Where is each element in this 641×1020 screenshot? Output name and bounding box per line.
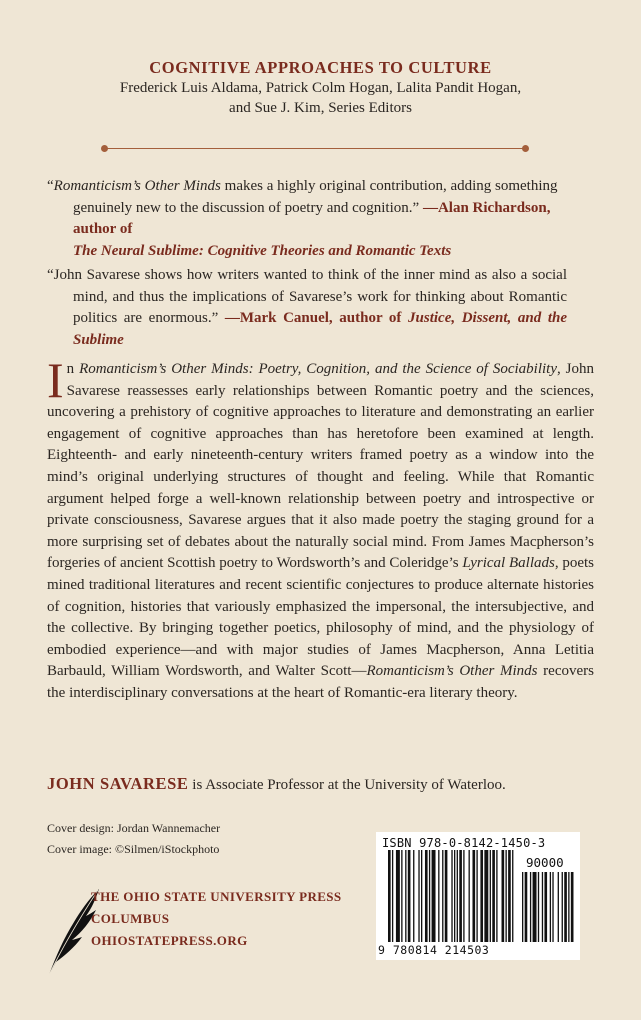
barcode-bar	[533, 872, 537, 942]
barcode-bar	[421, 850, 422, 942]
barcode-bar	[413, 850, 414, 942]
barcode-bar	[505, 850, 506, 942]
barcode-bar	[484, 850, 488, 942]
desc-book-full-title: Romanticism’s Other Minds: Poetry, Cognition, and the Science of Sociability	[79, 361, 558, 377]
quote-open-mark: “	[47, 178, 54, 194]
barcode-bar	[512, 850, 513, 942]
quote-attribution: —Alan Richardson, author of	[73, 199, 551, 237]
barcode-bar	[538, 872, 539, 942]
barcode-bar	[496, 850, 497, 942]
barcode-bar	[562, 872, 563, 942]
publisher-name: THE OHIO STATE UNIVERSITY PRESS	[91, 889, 342, 904]
barcode-bar	[508, 850, 511, 942]
ean-digits: 9 780814 214503	[378, 943, 490, 957]
barcode-bar	[476, 850, 477, 942]
publisher-city: COLUMBUS	[91, 911, 170, 926]
barcode-bar	[558, 872, 559, 942]
barcode-bar	[432, 850, 436, 942]
author-bio-text: is Associate Professor at the University of Waterloo.	[188, 777, 506, 793]
barcode-bar	[472, 850, 475, 942]
drop-cap: I	[47, 352, 64, 408]
barcode-bar	[442, 850, 443, 942]
barcode-bar	[396, 850, 400, 942]
cover-design-credit: Cover design: Jordan Wannemacher	[47, 821, 221, 835]
isbn-number: ISBN 978-0-8142-1450-3	[382, 836, 546, 850]
barcode-bar	[425, 850, 428, 942]
publisher-url: OHIOSTATEPRESS.ORG	[91, 933, 248, 948]
barcode-bar	[525, 872, 528, 942]
barcode-bar	[469, 850, 470, 942]
barcode-bar	[429, 850, 430, 942]
quote-book-title: Romanticism’s Other Minds	[53, 178, 221, 194]
barcode-bar	[438, 850, 439, 942]
barcode-bar	[457, 850, 458, 942]
desc-book-title: Romanticism’s Other Minds	[366, 663, 538, 680]
desc-part-4: recovers the interdisciplinary conversations at the heart of Romantic-era literary theory.	[47, 663, 594, 701]
barcode-bar	[522, 872, 523, 942]
quote-line-2	[47, 198, 567, 241]
series-header	[0, 58, 641, 118]
barcode-bar	[564, 872, 567, 942]
barcode-bar	[542, 872, 543, 942]
barcode-bar	[492, 850, 495, 942]
desc-part-1: n	[66, 361, 80, 377]
author-bio	[47, 774, 607, 795]
barcode-bar	[392, 850, 393, 942]
publisher-block	[91, 886, 342, 952]
barcode-bar	[490, 850, 491, 942]
barcode-bar	[401, 850, 402, 942]
desc-part-3: , poets mined traditional literatures and recent scientific conjectures to produce alternate histories of cognition, histories that variously emphasized the impersonal, the intersubjective, and the collective. By bringing together poetics, philosophy of mind, and the physiology of embodied experience—and with major studies of James Macpherson, Anna Letitia Barbauld, William Wordsworth, and Walter Scott—	[47, 555, 595, 680]
cover-credits	[47, 818, 220, 860]
quote-text-b: genuinely new to the discussion of poetry and cognition.”	[73, 199, 420, 216]
blurb-quote-2-body	[47, 265, 567, 351]
isbn-barcode	[376, 832, 580, 960]
quote-attribution-work: The Neural Sublime: Cognitive Theories and Romantic Texts	[73, 242, 452, 259]
series-editors-line-1: Frederick Luis Aldama, Patrick Colm Hogan, Lalita Pandit Hogan,	[119, 80, 522, 96]
quote-text-a: makes a highly original contribution, adding something	[220, 178, 558, 194]
barcode-bars	[376, 832, 580, 960]
barcode-bar	[418, 850, 419, 942]
barcode-bar	[568, 872, 569, 942]
ornamental-divider	[104, 148, 526, 149]
barcode-bar	[502, 850, 505, 942]
book-description	[47, 352, 595, 705]
barcode-bar	[571, 872, 574, 942]
barcode-bar	[530, 872, 531, 942]
barcode-bar	[405, 850, 406, 942]
cover-image-credit: Cover image: ©Silmen/iStockphoto	[47, 842, 220, 856]
quote-2-text: “John Savarese shows how writers wanted to think of the inner mind as also a social mind, and thus the implications of Savarese’s work for thinking about Romantic politics are enormous.”	[47, 267, 567, 326]
blurb-quote-1-text	[47, 176, 567, 198]
blurb-quote-1	[47, 176, 567, 262]
barcode-bar	[480, 850, 483, 942]
desc-part-2: , John Savarese reassesses early relationships between Romantic poetry and the sciences, uncovering a prehistory of cognitive approaches to literature and demonstrating an earlier engagement of cognitive approaches than has heretofore been examined at length. Eighteenth- and early nineteenth-century writers framed poetry as a window into the mind’s original underlying structures of thought and feeling. While that Romantic argument helped forge a well-known relationship between poetry and introspective or private consciousness, Savarese argues that it also made poetry the staging ground for a more surprising set of debates about the naturally social mind. From James Macpherson’s forgeries of ancient Scottish poetry to Wordsworth’s and Coleridge’s	[47, 361, 595, 572]
blurb-quote-2	[47, 265, 567, 351]
author-name: JOHN SAVARESE	[47, 774, 189, 793]
barcode-bar	[552, 872, 553, 942]
barcode-bar	[451, 850, 452, 942]
barcode-bar	[550, 872, 551, 942]
series-title: COGNITIVE APPROACHES TO CULTURE	[149, 58, 492, 77]
price-code: 90000	[526, 855, 564, 870]
barcode-bar	[459, 850, 462, 942]
desc-lyrical-ballads: Lyrical Ballads	[462, 555, 555, 572]
quote-2-attribution-work: Justice, Dissent, and the Sublime	[73, 310, 567, 348]
barcode-bar	[463, 850, 464, 942]
barcode-bar	[454, 850, 455, 942]
series-editors-line-2: and Sue J. Kim, Series Editors	[229, 100, 412, 116]
barcode-bar	[445, 850, 448, 942]
barcode-bar	[388, 850, 391, 942]
quote-2-attribution: —Mark Canuel, author of	[218, 310, 409, 326]
barcode-bar	[408, 850, 411, 942]
barcode-bar	[544, 872, 547, 942]
